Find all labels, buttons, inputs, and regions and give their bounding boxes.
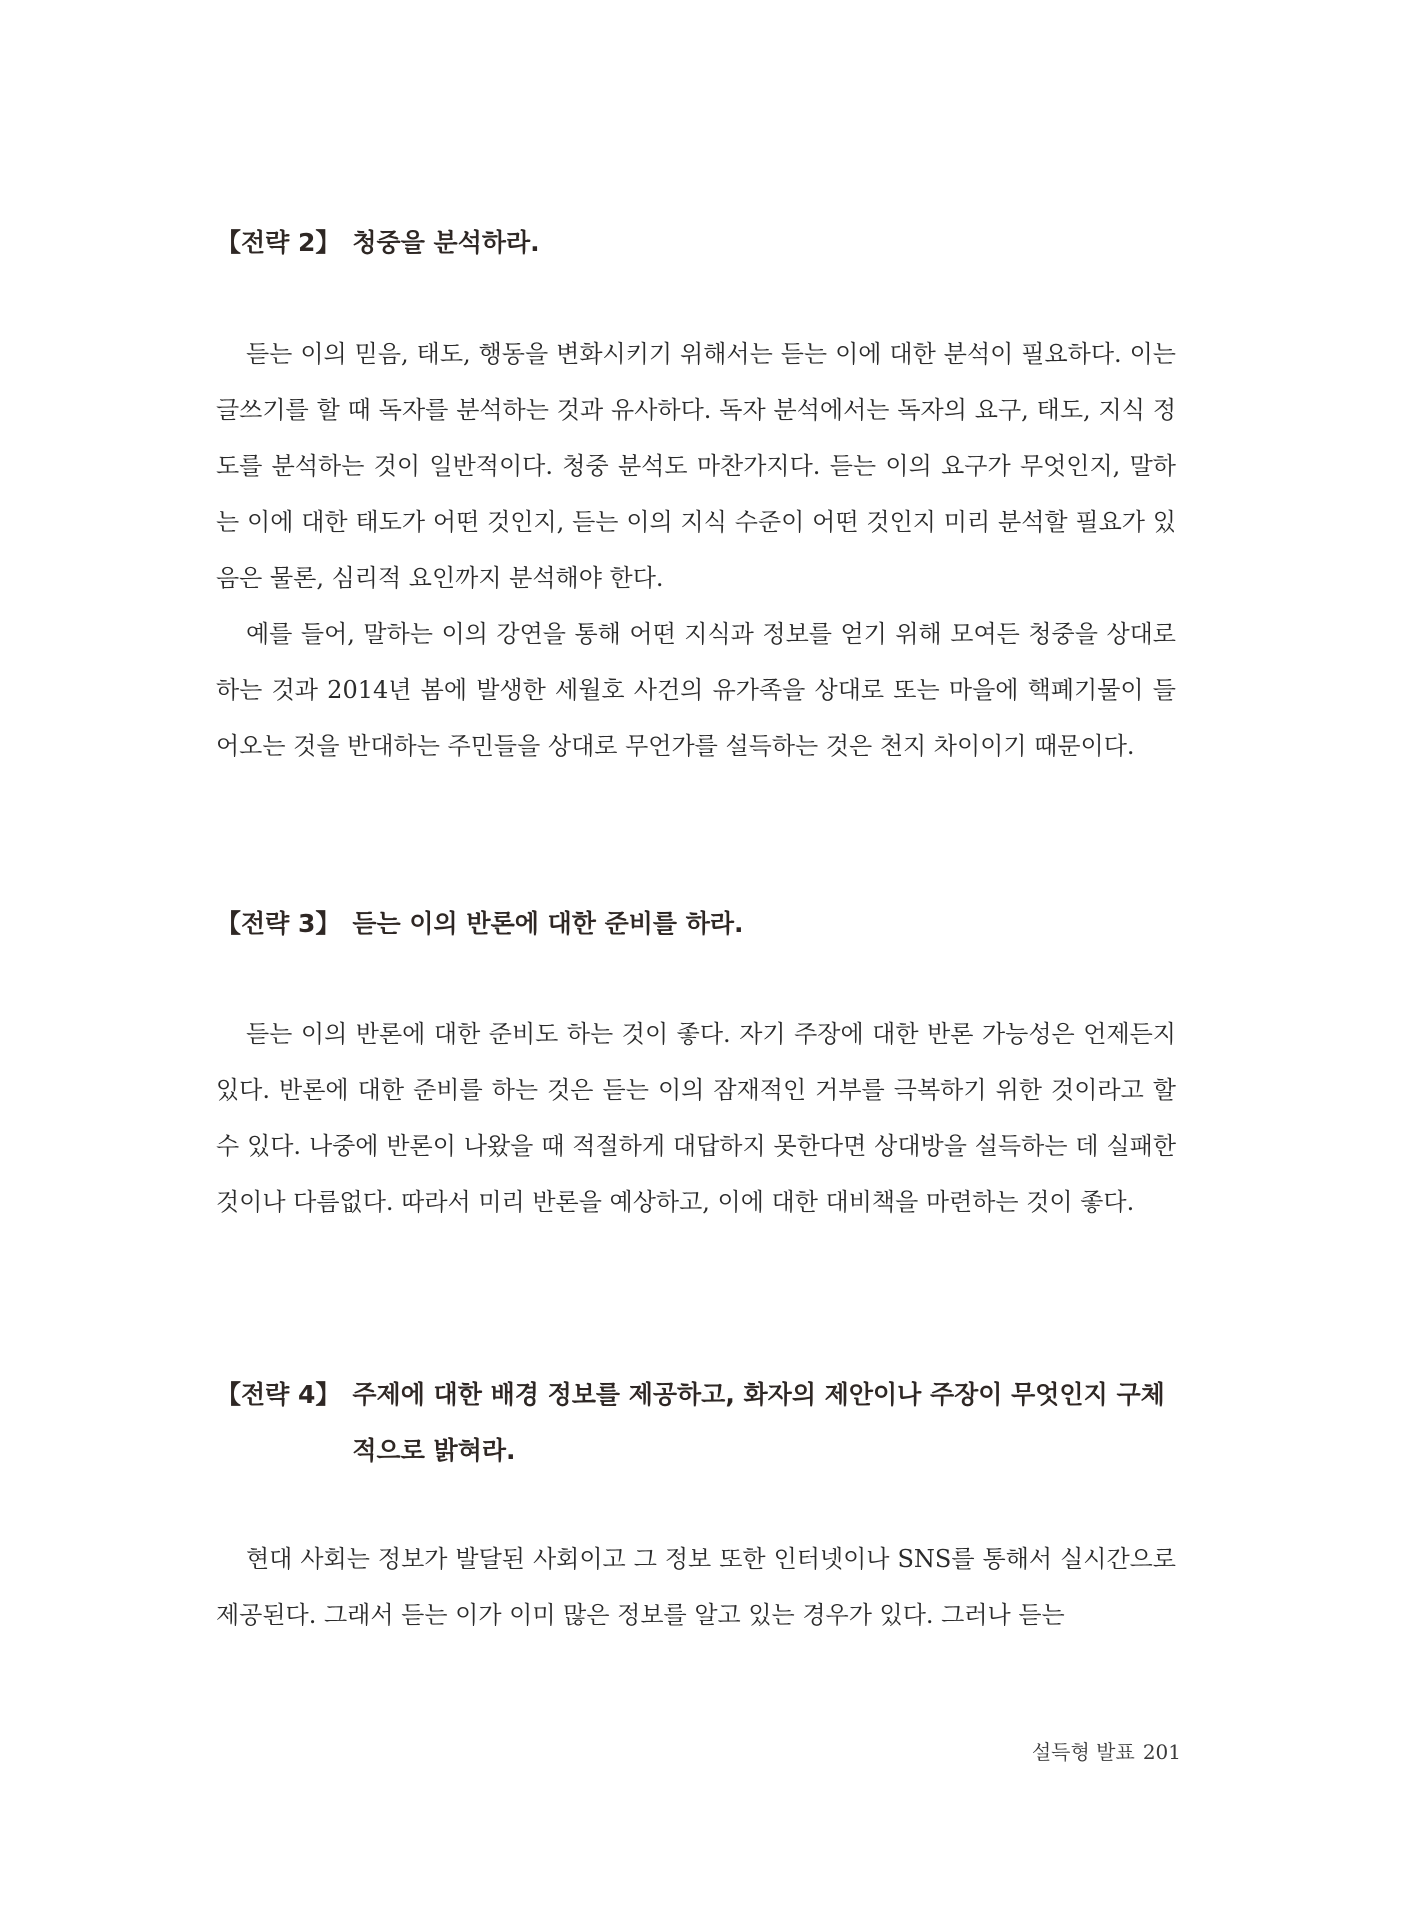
section-heading-strategy-3 — [216, 896, 1176, 952]
section-title: 청중을 분석하라. — [352, 228, 540, 257]
section-label: 【전략 2】 — [216, 228, 341, 257]
section-label: 【전략 4】 — [216, 1380, 341, 1409]
page-number: 201 — [1142, 1740, 1181, 1764]
section-title: 듣는 이의 반론에 대한 준비를 하라. — [352, 909, 744, 938]
section-heading-strategy-4 — [216, 1367, 1176, 1479]
section-label: 【전략 3】 — [216, 909, 341, 938]
paragraph: 예를 들어, 말하는 이의 강연을 통해 어떤 지식과 정보를 얻기 위해 모여든 청중을 상대로 하는 것과 2014년 봄에 발생한 세월호 사건의 유가족을 상대로 또는 마을에 핵폐기물이 들어오는 것을 반대하는 주민들을 상대로 무언가를 설득하는 것은 천지 차이이기 때문이다. — [216, 620, 1176, 760]
section-body-strategy-2 — [216, 326, 1176, 774]
section-heading-strategy-2 — [216, 215, 1176, 271]
paragraph: 현대 사회는 정보가 발달된 사회이고 그 정보 또한 인터넷이나 SNS를 통해서 실시간으로 제공된다. 그래서 듣는 이가 이미 많은 정보를 알고 있는 경우가 있다. 그러나 듣는 — [216, 1545, 1176, 1629]
paragraph: 듣는 이의 믿음, 태도, 행동을 변화시키기 위해서는 듣는 이에 대한 분석이 필요하다. 이는 글쓰기를 할 때 독자를 분석하는 것과 유사하다. 독자 분석에서는 독자의 요구, 태도, 지식 정도를 분석하는 것이 일반적이다. 청중 분석도 마찬가지다. 듣는 이의 요구가 무엇인지, 말하는 이에 대한 태도가 어떤 것인지, 듣는 이의 지식 수준이 어떤 것인지 미리 분석할 필요가 있음은 물론, 심리적 요인까지 분석해야 한다. — [216, 340, 1176, 592]
paragraph: 듣는 이의 반론에 대한 준비도 하는 것이 좋다. 자기 주장에 대한 반론 가능성은 언제든지 있다. 반론에 대한 준비를 하는 것은 듣는 이의 잠재적인 거부를 극복하기 위한 것이라고 할 수 있다. 나중에 반론이 나왔을 때 적절하게 대답하지 못한다면 상대방을 설득하는 데 실패한 것이나 다름없다. 따라서 미리 반론을 예상하고, 이에 대한 대비책을 마련하는 것이 좋다. — [216, 1020, 1176, 1216]
page-footer — [1032, 1736, 1181, 1765]
section-body-strategy-3 — [216, 1006, 1176, 1230]
section-title: 주제에 대한 배경 정보를 제공하고, 화자의 제안이나 주장이 무엇인지 구체적으로 밝혀라. — [352, 1380, 1165, 1465]
section-body-strategy-4 — [216, 1531, 1176, 1643]
running-section-title: 설득형 발표 — [1031, 1740, 1135, 1764]
